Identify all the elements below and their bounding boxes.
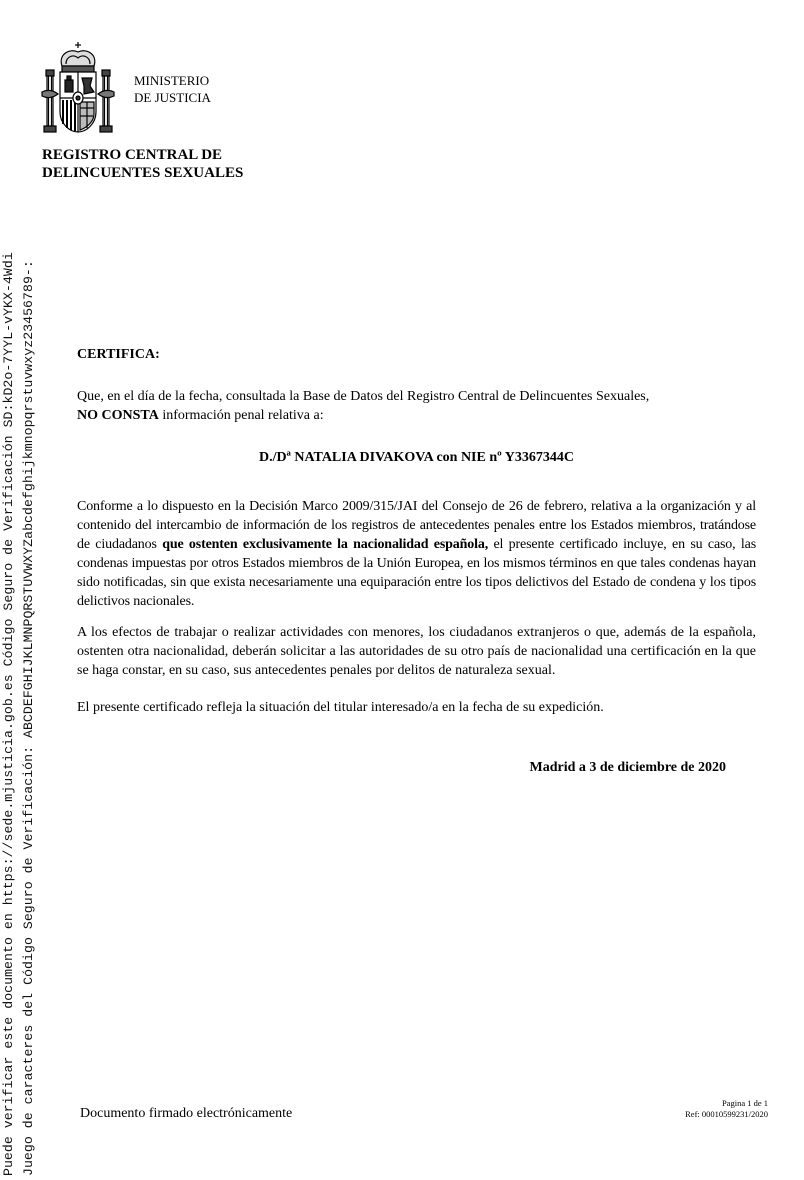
intro-line-1: Que, en el día de la fecha, consultada la Base de Datos del Registro Central de Delincuentes Sexuales, (77, 389, 650, 404)
decision-bold-text: que ostenten exclusivamente la nacionalidad española, (162, 537, 489, 552)
refleja-paragraph: El presente certificado refleja la situación del titular interesado/a en la fecha de su expedición. (77, 700, 604, 715)
subject-identity: D./Dª NATALIA DIVAKOVA con NIE nº Y3367344C (259, 450, 574, 465)
verification-url-text: Puede verificar este documento en https://sede.mjusticia.gob.es Código Seguro de Verificación SD:kD2o-7YYL-vYKX-4Wdi (1, 252, 16, 1176)
registry-name (42, 146, 243, 182)
signed-notice: Documento firmado electrónicamente (80, 1106, 293, 1121)
registry-line-1: REGISTRO CENTRAL DE (42, 147, 223, 163)
intro-line-2 (77, 406, 756, 425)
decision-text-2: el presente certificado incluye, en su caso, las condenas impuestas por otros Estados miembros de la Unión Europea, en los mismos términos en que tales condenas hayan sido notificadas, sin que exista necesariamente una equiparación entre los tipos delictivos del Estado de condena y los tipos delictivos nacionales. (77, 537, 757, 609)
reference-number: Ref: 00010599231/2020 (685, 1109, 768, 1119)
page-number: Pagina 1 de 1 (721, 1098, 768, 1108)
ministry-line-1: MINISTERIO (134, 73, 210, 88)
page-info (685, 1098, 768, 1120)
certifica-heading: CERTIFICA: (77, 347, 160, 362)
ministry-line-2: DE JUSTICIA (134, 90, 211, 105)
spain-coat-of-arms-icon (40, 40, 116, 136)
intro-paragraph (77, 387, 756, 425)
intro-rest: información penal relativa a: (158, 408, 324, 423)
no-consta-label: NO CONSTA (77, 408, 159, 423)
decision-text-1: Conforme a lo dispuesto en la Decisión Marco 2009/315/JAI del Consejo de 26 de febrero, relativa a la organización y al contenido del intercambio de información de los registros de antecedentes penales entre los Estados miembros, tratándose de ciudadanos (77, 499, 756, 552)
ministry-name (134, 72, 211, 106)
decision-paragraph (77, 497, 756, 611)
menores-paragraph: A los efectos de trabajar o realizar actividades con menores, los ciudadanos extranjeros o que, además de la española, ostenten otra nacionalidad, deberán solicitar a las autoridades de su otro país de nacionalidad una certificación en la que se haga constar, en su caso, sus antecedentes penales por delitos de naturaleza sexual. (77, 625, 756, 678)
verification-charset-text: Juego de caracteres del Código Seguro de Verificación: ABCDEFGHIJKLMNPQRSTUVWXYZabcdefghijkmnopqrstuvwxyz23456789-: (21, 260, 36, 1176)
issue-date: Madrid a 3 de diciembre de 2020 (529, 760, 726, 775)
registry-line-2: DELINCUENTES SEXUALES (42, 165, 244, 181)
